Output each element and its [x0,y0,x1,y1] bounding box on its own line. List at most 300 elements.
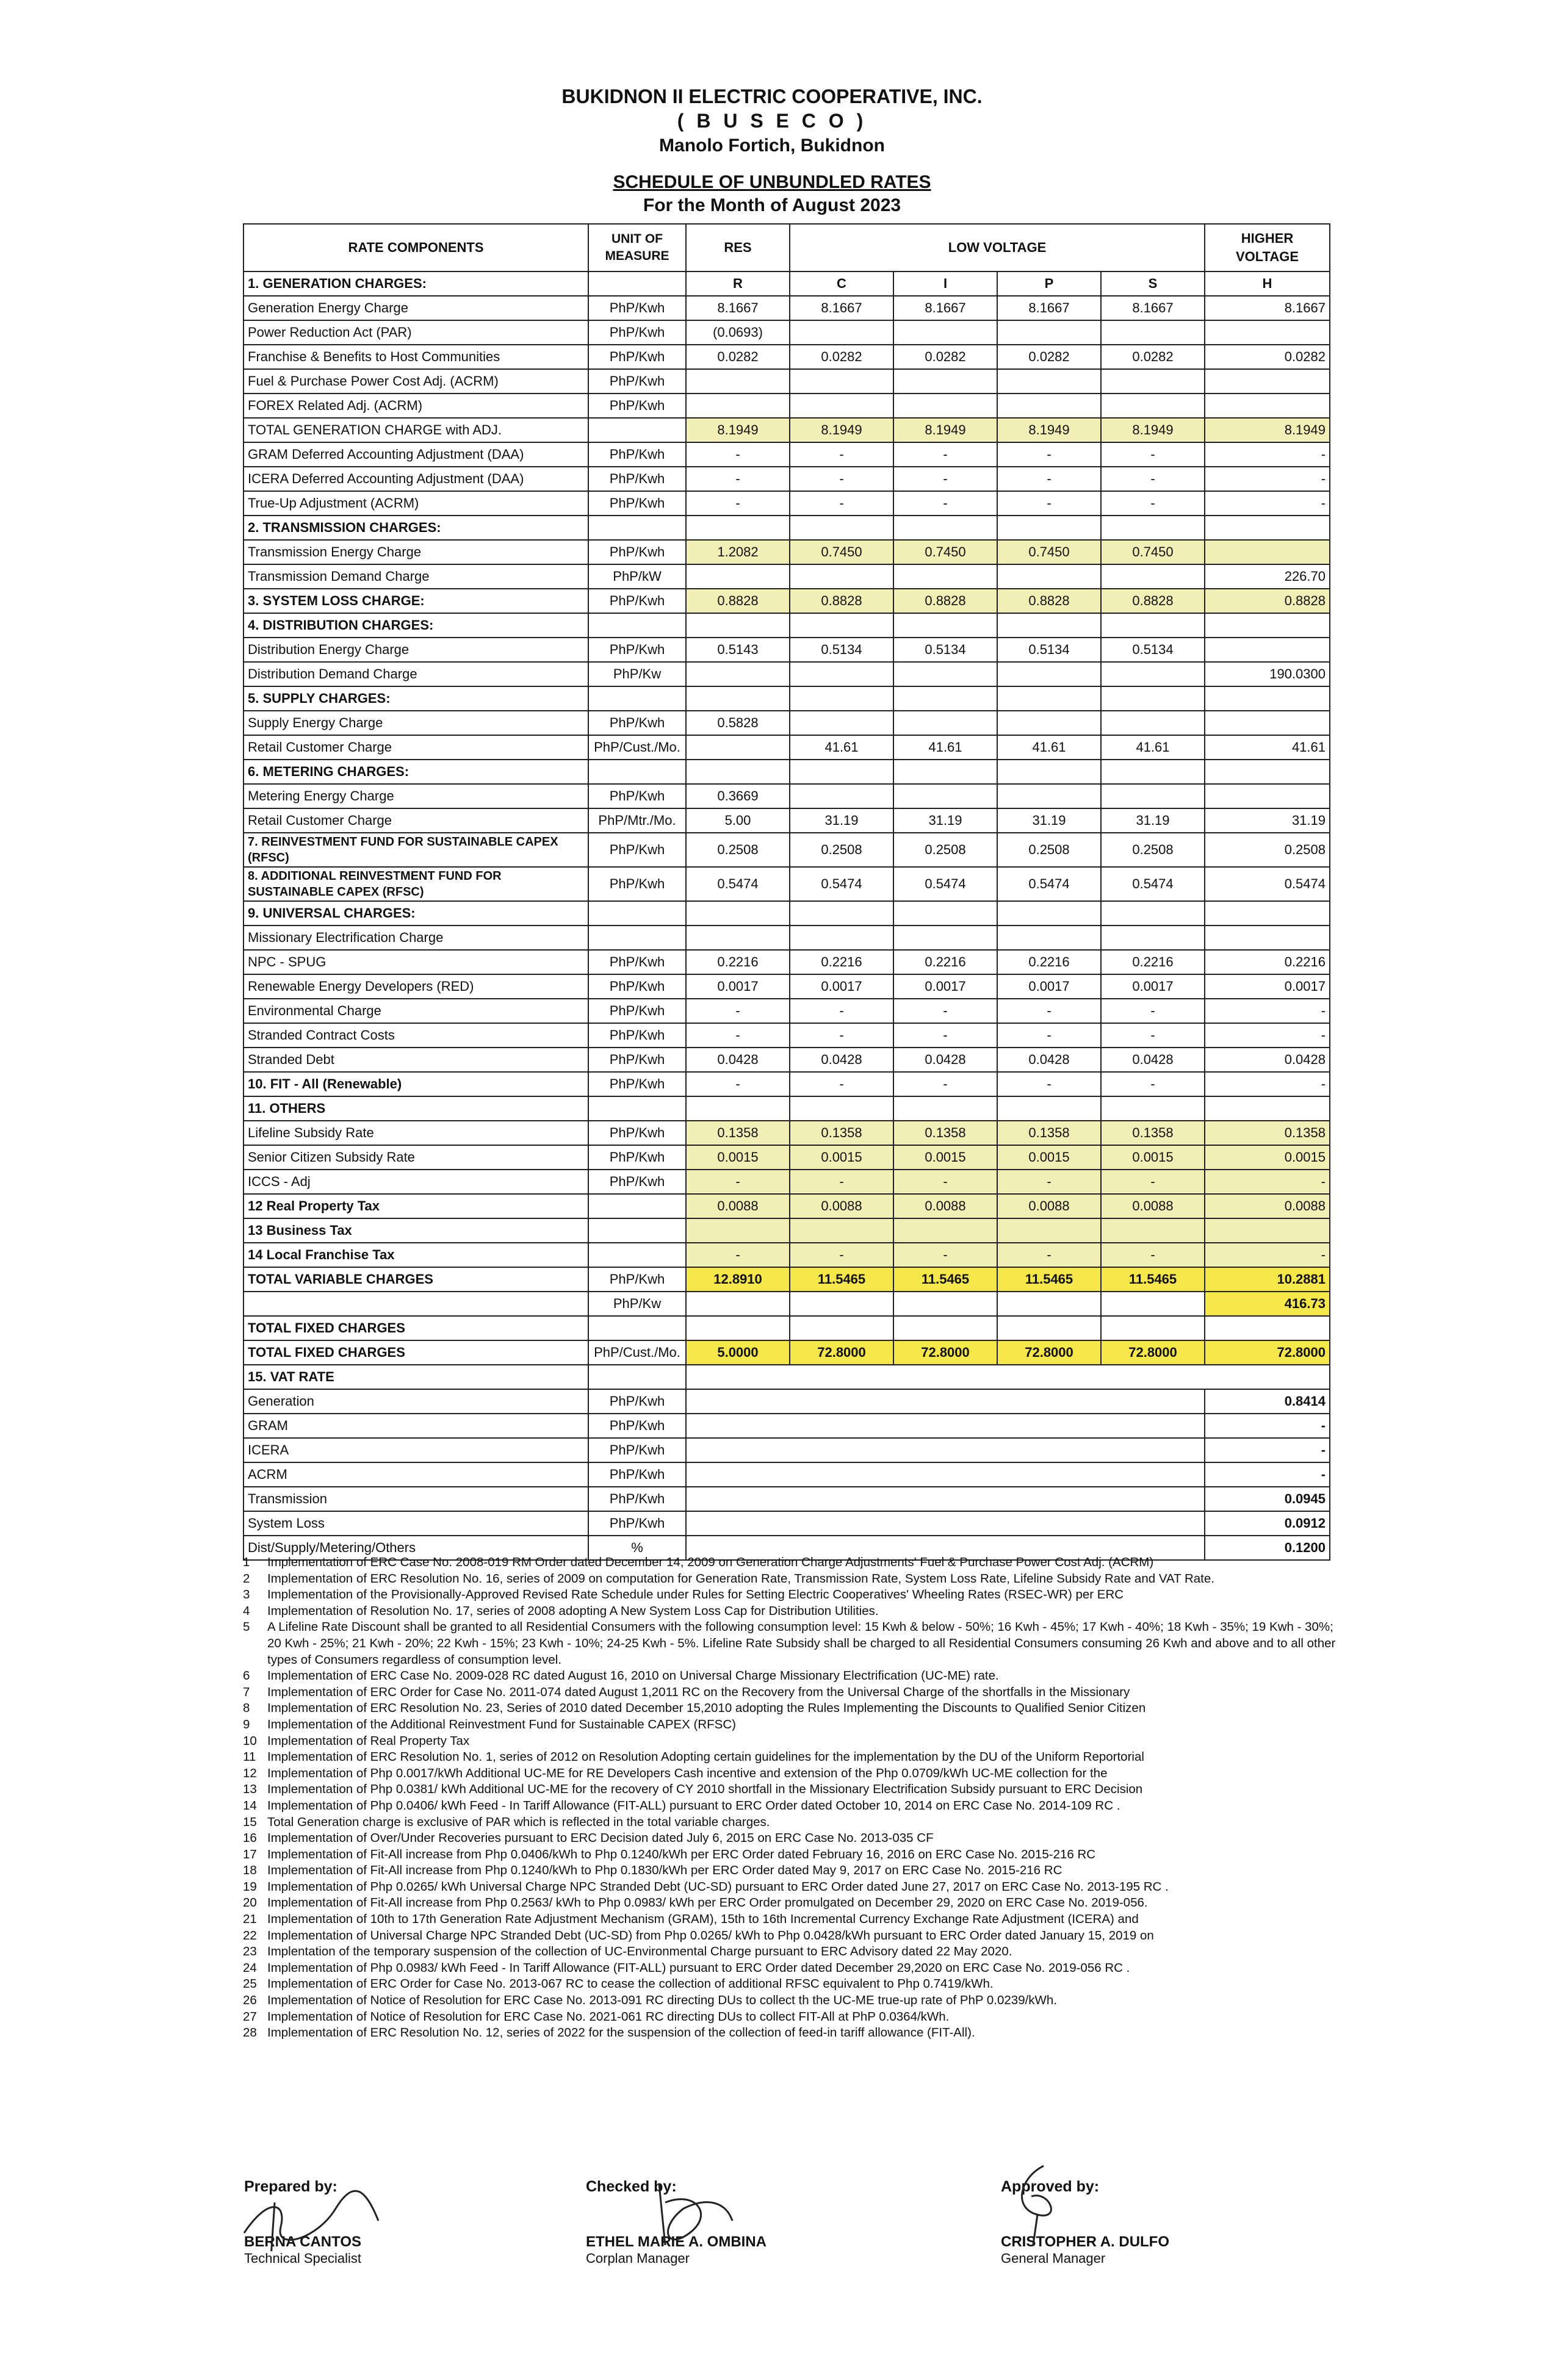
vat-value: 0.0912 [1205,1511,1330,1536]
vat-value: - [1205,1438,1330,1462]
rate-value-cell [686,926,790,950]
rate-value-cell: 8.1949 [997,418,1101,442]
header-unit: UNIT OF MEASURE [588,224,686,271]
rate-row [244,564,1330,589]
rate-row [244,271,1330,296]
footnote-number: 5 [243,1620,250,1634]
unit-cell: PhP/Kwh [588,950,686,974]
unit-cell: PhP/Kwh [588,1389,686,1414]
rate-component-label: Stranded Contract Costs [244,1023,588,1048]
vat-label: Generation [244,1389,588,1414]
rate-value-cell: - [686,442,790,467]
footnote-number: 23 [243,1944,257,1959]
rate-value-cell: 41.61 [1205,735,1330,760]
rate-component-label: Power Reduction Act (PAR) [244,320,588,345]
rate-value-cell: 0.8828 [997,589,1101,613]
rate-value-cell: - [1101,1243,1205,1267]
footnote-item [243,1619,1341,1668]
vat-blank-cell [686,1389,1205,1414]
rate-value-cell [893,564,997,589]
vat-blank-cell [686,1487,1205,1511]
rate-value-cell [790,784,893,808]
rate-value-cell: - [997,1072,1101,1096]
rate-value-cell [1101,564,1205,589]
footnote-item [243,1700,1341,1717]
rate-value-cell: 0.0088 [893,1194,997,1218]
prepared-by-name: BERNA CANTOS [244,2234,362,2250]
approved-by-position: General Manager [1001,2251,1106,2266]
org-name: BUKIDNON II ELECTRIC COOPERATIVE, INC. [561,85,983,107]
footnote-item [243,1555,1341,1571]
rate-row [244,589,1330,613]
rate-value-cell [790,1096,893,1121]
rate-row [244,418,1330,442]
rate-value-cell: - [1205,1170,1330,1194]
checked-signature-icon [622,2166,781,2251]
rate-value-cell [686,394,790,418]
rate-value-cell: 0.1358 [1205,1121,1330,1145]
unit-cell: PhP/Cust./Mo. [588,735,686,760]
vat-row [244,1462,1330,1487]
footnote-text: Implementation of ERC Resolution No. 23, Series of 2010 dated December 15,2010 adopting the Rules Implementing the Discounts to Qualified Senior Citizen [267,1701,1146,1716]
rate-value-cell [997,394,1101,418]
rate-value-cell [997,1096,1101,1121]
rate-component-label: TOTAL FIXED CHARGES [244,1340,588,1365]
footnote-item [243,1717,1341,1733]
rate-value-cell [686,662,790,686]
unit-cell [588,1316,686,1340]
rate-value-cell [893,760,997,784]
rate-value-cell [893,686,997,711]
rate-value-cell: - [1101,467,1205,491]
rate-value-cell [997,711,1101,735]
footnote-text: Implementation of ERC Order for Case No. 2011-074 dated August 1,2011 RC on the Recovery from the Universal Charge of the shortfalls in the Missionary [267,1684,1130,1699]
vat-label: ACRM [244,1462,588,1487]
rate-value-cell [1101,394,1205,418]
footnote-number: 4 [243,1603,250,1618]
vat-span-cell [686,1365,1330,1389]
rate-row [244,1096,1330,1121]
footnote-number: 27 [243,2009,257,2024]
rate-value-cell [790,564,893,589]
rate-value-cell: 41.61 [997,735,1101,760]
rate-value-cell [1205,540,1330,564]
unit-cell: PhP/Kw [588,1292,686,1316]
rate-component-label: TOTAL VARIABLE CHARGES [244,1267,588,1292]
rate-value-cell: 0.7450 [1101,540,1205,564]
unit-cell [588,1243,686,1267]
rate-component-label: Fuel & Purchase Power Cost Adj. (ACRM) [244,369,588,394]
rate-value-cell [893,1218,997,1243]
rate-value-cell [1101,784,1205,808]
footnote-number: 10 [243,1733,257,1748]
footnote-number: 8 [243,1701,250,1716]
rate-component-label: 12 Real Property Tax [244,1194,588,1218]
rate-value-cell [686,613,790,638]
rate-value-cell: 8.1667 [893,296,997,320]
unit-cell: PhP/Kwh [588,540,686,564]
rate-row [244,1218,1330,1243]
rate-component-label: Franchise & Benefits to Host Communities [244,345,588,369]
rate-value-cell [893,711,997,735]
rate-row [244,1243,1330,1267]
rate-value-cell: 8.1949 [1101,418,1205,442]
vat-value: - [1205,1414,1330,1438]
rate-value-cell: 41.61 [1101,735,1205,760]
vat-blank-cell [686,1438,1205,1462]
rate-value-cell: 0.1358 [686,1121,790,1145]
vat-label: Dist/Supply/Metering/Others [244,1536,588,1560]
rate-row [244,1316,1330,1340]
footnote-text: Implementation of Over/Under Recoveries pursuant to ERC Decision dated July 6, 2015 on ERC Case No. 2013-035 CF [267,1831,934,1846]
rate-value-cell: 0.2508 [1101,833,1205,867]
rate-value-cell: - [1205,1023,1330,1048]
unit-cell: PhP/Kwh [588,1121,686,1145]
footnote-number: 18 [243,1863,257,1878]
rate-row [244,662,1330,686]
rate-value-cell: 12.8910 [686,1267,790,1292]
rate-value-cell: 72.8000 [1205,1340,1330,1365]
footnote-text: Implementation of Notice of Resolution for ERC Case No. 2013-091 RC directing DUs to collect th the UC-ME true-up rate of PhP 0.0239/kWh. [267,1993,1058,2008]
rate-component-label: Distribution Demand Charge [244,662,588,686]
rate-value-cell [1205,711,1330,735]
unit-cell [588,516,686,540]
rate-value-cell: 31.19 [1205,808,1330,833]
rate-value-cell: - [790,442,893,467]
rate-value-cell [1101,926,1205,950]
vat-value: - [1205,1462,1330,1487]
org-address: Manolo Fortich, Bukidnon [659,135,885,156]
rate-value-cell: 0.0088 [1101,1194,1205,1218]
rate-component-label: Senior Citizen Subsidy Rate [244,1145,588,1170]
rate-component-label: Environmental Charge [244,999,588,1023]
unit-cell: PhP/Cust./Mo. [588,1340,686,1365]
footnote-number: 14 [243,1798,257,1813]
rate-value-cell: 0.0428 [790,1048,893,1072]
rate-value-cell: 31.19 [997,808,1101,833]
rate-value-cell [997,516,1101,540]
rate-value-cell: 226.70 [1205,564,1330,589]
prepared-signature-icon [232,2184,391,2251]
footnote-item [243,1733,1341,1750]
rate-row [244,686,1330,711]
rate-component-label: Renewable Energy Developers (RED) [244,974,588,999]
rate-value-cell: 5.00 [686,808,790,833]
rate-value-cell: - [893,1023,997,1048]
footnote-item [243,1766,1341,1782]
rates-table [243,223,1330,1561]
rate-value-cell: 0.5134 [997,638,1101,662]
rate-value-cell: R [686,271,790,296]
rate-value-cell: 0.2216 [790,950,893,974]
rate-value-cell [893,926,997,950]
unit-cell: PhP/Kwh [588,1487,686,1511]
rate-value-cell: 0.0017 [790,974,893,999]
vat-title: 15. VAT RATE [244,1365,588,1389]
rate-component-label: Missionary Electrification Charge [244,926,588,950]
rate-value-cell: - [686,1243,790,1267]
rate-value-cell: - [1205,491,1330,516]
footnote-text: Implementation of Php 0.0406/ kWh Feed - In Tariff Allowance (FIT-ALL) pursuant to ERC Order dated October 10, 2014 on ERC Case No. 2014-109 RC . [267,1798,1120,1813]
header-rate-components: RATE COMPONENTS [244,224,588,271]
rate-value-cell [790,516,893,540]
footnote-text: Implementation of the Additional Reinvestment Fund for Sustainable CAPEX (RFSC) [267,1717,736,1731]
footnote-text: Implementation of ERC Case No. 2008-019 RM Order dated December 14, 2009 on Generation Charge Adjustments' Fuel & Purchase Power Cost Adj. (ACRM) [267,1555,1154,1569]
rate-value-cell: 8.1667 [790,296,893,320]
footnote-item [243,2009,1341,2026]
rate-value-cell [1101,1218,1205,1243]
rate-value-cell: 5.0000 [686,1340,790,1365]
rate-value-cell [790,711,893,735]
rate-value-cell [997,1292,1101,1316]
unit-cell: PhP/Kwh [588,1438,686,1462]
footnote-number: 28 [243,2026,257,2040]
rate-value-cell [1101,320,1205,345]
unit-cell: PhP/Kw [588,662,686,686]
rate-value-cell: 8.1667 [686,296,790,320]
rate-value-cell: 0.5474 [686,867,790,901]
rate-value-cell: 0.0088 [686,1194,790,1218]
rate-value-cell: 0.0017 [686,974,790,999]
vat-label: ICERA [244,1438,588,1462]
prepared-by-block [244,2178,361,2267]
rate-value-cell [1101,1096,1205,1121]
rate-value-cell [686,901,790,926]
vat-label: Transmission [244,1487,588,1511]
rate-value-cell: 0.8828 [893,589,997,613]
rate-row [244,1267,1330,1292]
rate-value-cell [997,320,1101,345]
rate-value-cell: 72.8000 [893,1340,997,1365]
unit-cell: PhP/Kwh [588,1267,686,1292]
rate-value-cell [1205,686,1330,711]
rate-component-label [244,1292,588,1316]
rate-value-cell: 0.8828 [1205,589,1330,613]
rate-value-cell: - [790,1243,893,1267]
rate-value-cell: - [997,1243,1101,1267]
rate-value-cell [893,901,997,926]
rate-value-cell: 0.1358 [893,1121,997,1145]
rate-row [244,1194,1330,1218]
footnote-number: 3 [243,1587,250,1602]
rate-value-cell: 1.2082 [686,540,790,564]
rate-value-cell [1205,516,1330,540]
rate-value-cell: 0.5134 [893,638,997,662]
rate-value-cell: 8.1949 [686,418,790,442]
rate-value-cell [1205,1218,1330,1243]
rate-value-cell [686,564,790,589]
rate-row [244,784,1330,808]
rate-value-cell: 0.0282 [686,345,790,369]
rate-value-cell: 8.1949 [1205,418,1330,442]
rate-value-cell: 0.0282 [790,345,893,369]
rate-component-label: Transmission Energy Charge [244,540,588,564]
footnote-item [243,1895,1341,1911]
org-abbr: ( B U S E C O ) [677,110,867,132]
rate-value-cell: 8.1667 [1101,296,1205,320]
rate-value-cell [1101,901,1205,926]
unit-cell: PhP/Kwh [588,784,686,808]
approved-signature-icon [995,2160,1117,2245]
rate-component-label: GRAM Deferred Accounting Adjustment (DAA) [244,442,588,467]
footnote-number: 20 [243,1896,257,1910]
rate-value-cell: 0.0428 [1205,1048,1330,1072]
unit-cell: PhP/Kwh [588,1462,686,1487]
rate-component-label: 14 Local Franchise Tax [244,1243,588,1267]
rate-value-cell: 0.5474 [1101,867,1205,901]
rate-value-cell: 8.1949 [790,418,893,442]
rate-value-cell [1101,613,1205,638]
rate-value-cell [790,1218,893,1243]
rate-value-cell [790,662,893,686]
rate-value-cell: - [1101,1072,1205,1096]
rate-value-cell: - [1205,1072,1330,1096]
prepared-by-label: Prepared by: [244,2178,337,2195]
header-res: RES [686,224,790,271]
rate-row [244,394,1330,418]
rate-component-label: Stranded Debt [244,1048,588,1072]
rate-row [244,711,1330,735]
rate-component-label: 10. FIT - All (Renewable) [244,1072,588,1096]
rate-value-cell: 0.0282 [1205,345,1330,369]
rate-value-cell: 0.0088 [790,1194,893,1218]
rate-value-cell [686,686,790,711]
unit-cell [588,271,686,296]
rate-row [244,516,1330,540]
rate-value-cell: - [997,1170,1101,1194]
unit-cell [588,1218,686,1243]
unit-cell: PhP/Mtr./Mo. [588,808,686,833]
rate-value-cell [1205,320,1330,345]
rate-row [244,369,1330,394]
rate-value-cell: 0.5828 [686,711,790,735]
rate-value-cell: - [1101,1170,1205,1194]
rate-row [244,999,1330,1023]
unit-cell [588,1096,686,1121]
rate-row [244,1048,1330,1072]
footnote-item [243,1993,1341,2009]
rate-value-cell: - [1101,442,1205,467]
rate-row [244,901,1330,926]
rate-value-cell [790,1292,893,1316]
unit-cell: PhP/kW [588,564,686,589]
footnote-text: Implementation of Php 0.0381/ kWh Additional UC-ME for the recovery of CY 2010 shortfall in the Missionary Electrification Subsidy pursuant to ERC Decision [267,1782,1143,1797]
footnote-item [243,1928,1341,1944]
rate-value-cell [893,369,997,394]
rate-value-cell [1205,638,1330,662]
rate-row [244,867,1330,901]
footnote-item [243,2025,1341,2041]
rate-value-cell [790,760,893,784]
footnotes [243,1555,1341,2041]
rate-value-cell: - [686,999,790,1023]
rate-row [244,808,1330,833]
rate-component-label: 8. ADDITIONAL REINVESTMENT FUND FOR SUSTAINABLE CAPEX (RFSC) [244,867,588,901]
footnote-number: 11 [243,1750,256,1764]
unit-cell: PhP/Kwh [588,1414,686,1438]
rate-value-cell: 72.8000 [790,1340,893,1365]
footnote-text: Total Generation charge is exclusive of PAR which is reflected in the total variable charges. [267,1814,770,1829]
rate-value-cell: 0.2508 [686,833,790,867]
rate-value-cell [686,1096,790,1121]
footnote-text: Implementation of ERC Resolution No. 1, series of 2012 on Resolution Adopting certain guidelines for the implementation by the DU of the Uniform Reportorial [267,1750,1144,1764]
rate-value-cell: 0.0088 [997,1194,1101,1218]
rate-value-cell [686,760,790,784]
rate-value-cell [1205,760,1330,784]
rate-value-cell [893,516,997,540]
vat-blank-cell [686,1462,1205,1487]
footnote-item [243,1960,1341,1977]
unit-cell [588,613,686,638]
rate-value-cell: - [997,442,1101,467]
rate-value-cell: - [686,1023,790,1048]
rate-component-label: NPC - SPUG [244,950,588,974]
footnote-number: 16 [243,1831,257,1846]
rate-value-cell: - [686,467,790,491]
footnote-number: 1 [243,1555,250,1569]
footnote-text: Implementation of ERC Resolution No. 12, series of 2022 for the suspension of the collection of feed-in tariff allowance (FIT-All). [267,2026,975,2040]
rate-component-label: Generation Energy Charge [244,296,588,320]
checked-by-block [586,2178,767,2267]
rate-component-label: 4. DISTRIBUTION CHARGES: [244,613,588,638]
rate-value-cell: 0.5474 [997,867,1101,901]
vat-title-row [244,1365,1330,1389]
rate-value-cell: 0.5474 [790,867,893,901]
footnote-number: 7 [243,1684,250,1699]
vat-label: System Loss [244,1511,588,1536]
rate-component-label: Lifeline Subsidy Rate [244,1121,588,1145]
rate-value-cell: I [893,271,997,296]
rate-value-cell: 0.5474 [1205,867,1330,901]
document-period: For the Month of August 2023 [643,195,901,215]
rate-row [244,467,1330,491]
rate-value-cell: 0.2216 [1205,950,1330,974]
footnote-item [243,1684,1341,1701]
rate-value-cell [790,613,893,638]
rate-row [244,1170,1330,1194]
rate-value-cell: 0.1358 [997,1121,1101,1145]
unit-cell: PhP/Kwh [588,296,686,320]
rate-value-cell [686,735,790,760]
rate-row [244,735,1330,760]
unit-cell: PhP/Kwh [588,1170,686,1194]
rate-value-cell [686,516,790,540]
rate-value-cell [1205,613,1330,638]
rate-value-cell [1101,369,1205,394]
unit-cell: PhP/Kwh [588,589,686,613]
rate-value-cell [1205,901,1330,926]
rate-row [244,833,1330,867]
rate-value-cell [686,1292,790,1316]
unit-cell [588,418,686,442]
rate-value-cell [790,369,893,394]
rate-component-label: Metering Energy Charge [244,784,588,808]
footnote-text: Implentation of the temporary suspension of the collection of UC-Environmental Charge pursuant to ERC Advisory dated 22 May 2020. [267,1944,1012,1959]
rate-value-cell [997,901,1101,926]
rate-component-label: Transmission Demand Charge [244,564,588,589]
rate-component-label: 5. SUPPLY CHARGES: [244,686,588,711]
rate-value-cell [1205,1096,1330,1121]
rate-component-label: 9. UNIVERSAL CHARGES: [244,901,588,926]
vat-row [244,1511,1330,1536]
rate-row [244,345,1330,369]
rate-component-label: ICCS - Adj [244,1170,588,1194]
unit-cell: PhP/Kwh [588,442,686,467]
footnote-item [243,1879,1341,1896]
unit-cell [588,1365,686,1389]
rate-value-cell: 0.0017 [1205,974,1330,999]
rate-value-cell: - [893,491,997,516]
